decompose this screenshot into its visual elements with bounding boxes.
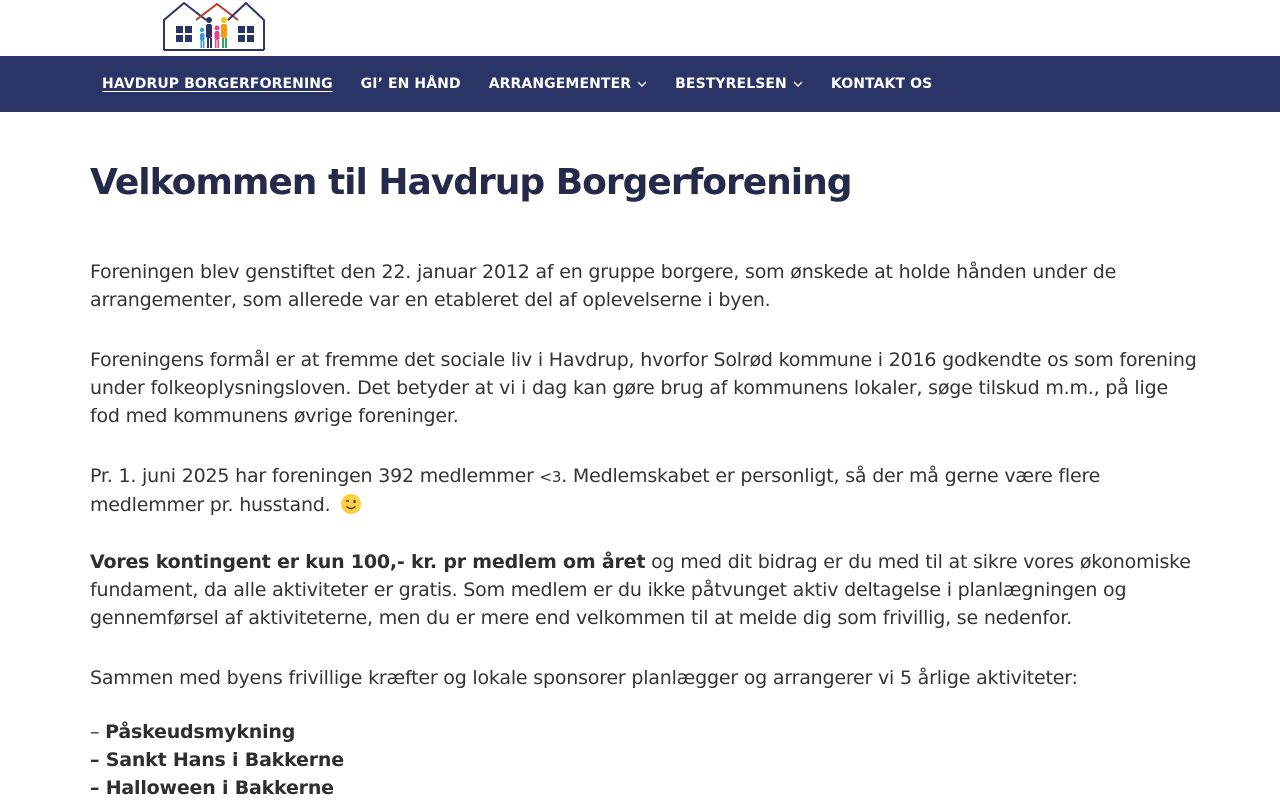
nav-item-kontakt-os[interactable] (831, 76, 932, 92)
membership-text-after: . Medlemskabet er personligt, så der må gerne være flere medlemmer pr. husstand. (90, 465, 1101, 516)
nav-item-label: BESTYRELSEN (675, 76, 787, 92)
chevron-down-icon (637, 81, 647, 88)
nav-item-label: KONTAKT OS (830, 76, 933, 92)
fee-highlight: Vores kontingent er kun 100,- kr. pr medlem om året (90, 551, 646, 573)
fee-paragraph (90, 548, 1200, 632)
list-item (90, 718, 344, 746)
heart-text: <3 (539, 468, 562, 486)
intro-paragraph: Foreningen blev genstiftet den 22. januar 2012 af en gruppe borgere, som ønskede at holde hånden under de arrangementer, som allerede var en etableret del af oplevelserne i byen. (90, 261, 1117, 311)
activity-name: Påskeudsmykning (105, 721, 296, 743)
houses-family-logo (162, 0, 266, 54)
list-dash: – (90, 749, 106, 771)
nav-item-label: GI’ EN HÅND (360, 76, 461, 92)
activity-name: Sankt Hans i Bakkerne (105, 749, 344, 771)
fee-text: og med dit bidrag er du med til at sikre vores økonomiske fundament, da alle aktiviteter er gratis. Som medlem er du ikke påtvunget aktiv deltagelse i planlægningen og gennemførsel af aktiviteterne, men du er mere end velkommen til at melde dig som frivillig, se nedenfor. (90, 551, 1191, 629)
nav-item-label: HAVDRUP BORGERFORENING (102, 76, 333, 92)
membership-text: Pr. 1. juni 2025 har foreningen 392 medlemmer (90, 465, 540, 487)
purpose-paragraph: Foreningens formål er at fremme det sociale liv i Havdrup, hvorfor Solrød kommune i 2016 godkendte os som forening under folkeoplysningsloven. Det betyder at vi i dag kan gøre brug af kommunens lokaler, søge tilskud m.m., på lige fod med kommunens øvrige foreninger. (90, 349, 1197, 427)
membership-paragraph (90, 462, 1200, 519)
nav-item-bestyrelsen[interactable] (675, 76, 803, 92)
winking-face-icon (340, 493, 362, 515)
site-header (0, 0, 1280, 56)
nav-item-gi-en-haand[interactable] (361, 76, 461, 92)
main-navigation (0, 56, 1280, 112)
list-item (90, 774, 344, 802)
list-dash: – (90, 721, 106, 743)
nav-menu (102, 56, 960, 112)
activities-list (90, 718, 344, 802)
list-item (90, 746, 344, 774)
nav-item-arrangementer[interactable] (489, 76, 647, 92)
activity-name: Halloween i Bakkerne (105, 777, 334, 799)
activities-intro: Sammen med byens frivillige kræfter og lokale sponsorer planlægger og arrangerer vi 5 årlige aktiviteter: (90, 667, 1078, 689)
list-dash: – (90, 777, 106, 799)
nav-item-label: ARRANGEMENTER (488, 76, 632, 92)
page-title: Velkommen til Havdrup Borgerforening (90, 162, 852, 203)
nav-item-havdrup-borgerforening[interactable] (102, 76, 333, 92)
chevron-down-icon (793, 81, 803, 88)
